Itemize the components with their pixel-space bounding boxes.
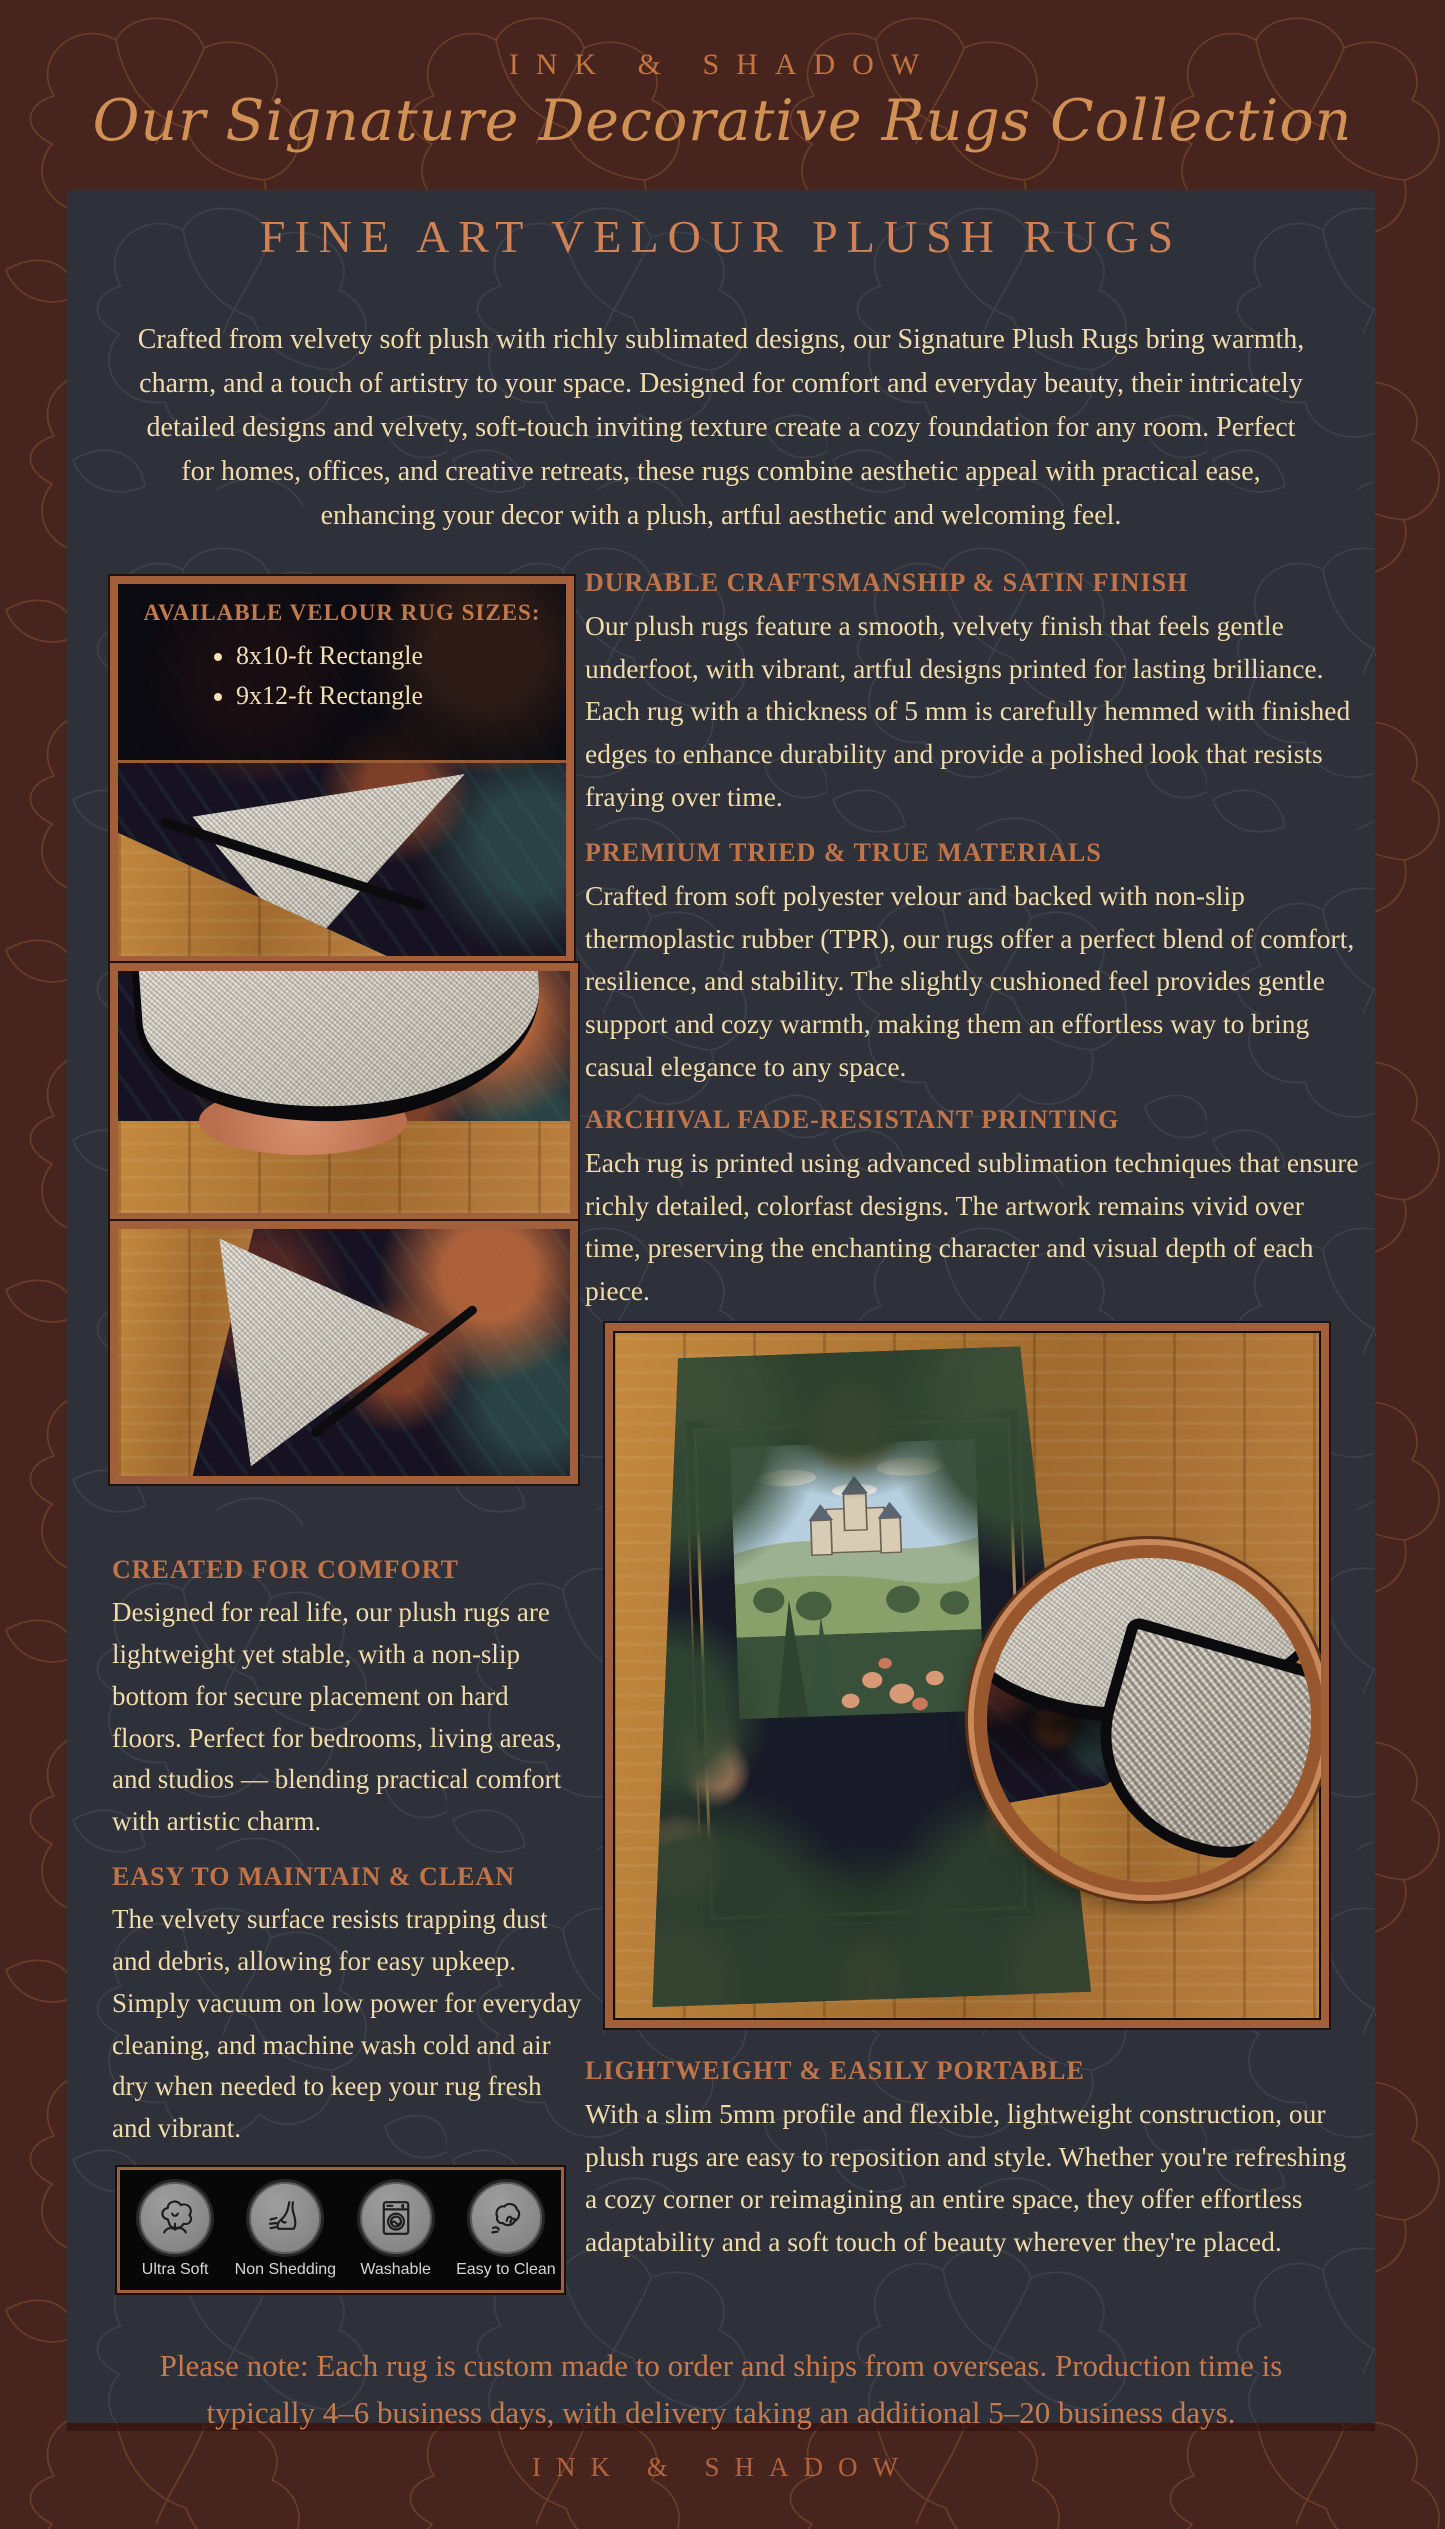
feature-label: Easy to Clean — [456, 2260, 556, 2278]
order-note: Please note: Each rug is custom made to order and ships from overseas. Production time is typically 4–6 business days, with delivery taking an additional 5–20 business days. — [159, 2348, 1283, 2430]
backing-inset-circle — [974, 1545, 1324, 1895]
feature-non-shedding — [230, 2182, 340, 2279]
collection-subtitle: Our Signature Decorative Rugs Collection — [92, 88, 1353, 154]
feature-label: Non Shedding — [234, 2260, 337, 2278]
cotton-icon — [139, 2182, 211, 2254]
sizes-title: AVAILABLE VELOUR RUG SIZES: — [143, 600, 541, 625]
section-body-materials: Crafted from soft polyester velour and backed with non-slip thermoplastic rubber (TPR), our rugs offer a perfect blend of comfort, resilience, and stability. The slightly cushioned feel provides gentle support and cozy warmth, making them an effortless way to bring casual elegance to any space. — [585, 880, 1355, 1082]
feature-ultra-soft — [120, 2182, 230, 2279]
foot-icon — [249, 2182, 321, 2254]
feature-label: Washable — [360, 2260, 431, 2278]
intro-paragraph: Crafted from velvety soft plush with richly sublimated designs, our Signature Plush Rugs bring warmth, charm, and a touch of artistry to your space. Designed for comfort and everyday beauty, their intricately detailed designs and velvety, soft-touch inviting texture create a cozy foundation for any room. Perfect for homes, offices, and creative retreats, these rugs combine aesthetic appeal with practical ease, enhancing your decor with a plush, artful aesthetic and welcoming feel. — [137, 324, 1305, 531]
hand-wipe-icon — [470, 2182, 542, 2254]
size-option: • 9x12-ft Rectangle — [236, 676, 566, 716]
sizes-list — [118, 636, 566, 717]
feature-easy-clean — [451, 2182, 561, 2279]
size-option: • 8x10-ft Rectangle — [236, 636, 566, 676]
brand-wordmark: INK & SHADOW — [508, 48, 937, 81]
content-panel — [67, 190, 1375, 2430]
section-body-comfort: Designed for real life, our plush rugs are lightweight yet stable, with a non-slip bottom for secure placement on hard floors. Perfect for bedrooms, living areas, and studios — blending practical comfort with artistic charm. — [112, 1597, 562, 1837]
section-body-portable: With a slim 5mm profile and flexible, lightweight construction, our plush rugs are easy to reposition and style. Whether you're refreshing a cozy corner or reimagining an entire space, they offer effortless adaptability and a soft touch of beauty wherever they're placed. — [585, 2098, 1347, 2257]
washing-machine-icon — [360, 2182, 432, 2254]
section-body-durable: Our plush rugs feature a smooth, velvety finish that feels gentle underfoot, with vibrant, artful designs printed for lasting brilliance. Each rug with a thickness of 5 mm is carefully hemmed with finished edges to enhance durability and provide a polished look that resists fraying over time. — [585, 610, 1351, 812]
folded-corner-photo — [110, 1221, 578, 1484]
section-heading-materials: PREMIUM TRIED & TRUE MATERIALS — [585, 838, 1102, 867]
section-body-printing: Each rug is printed using advanced sublimation techniques that ensure richly detailed, colorfast designs. The artwork remains vivid over time, preserving the enchanting character and visual depth of each piece. — [585, 1147, 1359, 1306]
sizes-overlay — [118, 584, 566, 763]
feature-washable — [341, 2182, 451, 2279]
rug-room-photo — [605, 1323, 1329, 2028]
feature-badges — [117, 2167, 564, 2293]
footer-wordmark: INK & SHADOW — [532, 2452, 913, 2482]
rug-sizes-photo — [110, 576, 574, 964]
section-body-maintain: The velvety surface resists trapping dust and debris, allowing for easy upkeep. Simply vacuum on low power for everyday cleaning, and machine wash cold and air dry when needed to keep your rug fresh and vibrant. — [112, 1904, 582, 2144]
section-heading-portable: LIGHTWEIGHT & EASILY PORTABLE — [585, 2056, 1085, 2085]
feature-label: Ultra Soft — [141, 2260, 209, 2278]
section-heading-comfort: CREATED FOR COMFORT — [112, 1555, 459, 1584]
section-heading-maintain: EASY TO MAINTAIN & CLEAN — [112, 1862, 515, 1891]
page-title: FINE ART VELOUR PLUSH RUGS — [259, 211, 1183, 262]
hem-closeup-photo — [110, 963, 578, 1221]
section-heading-durable: DURABLE CRAFTSMANSHIP & SATIN FINISH — [585, 568, 1189, 597]
section-heading-printing: ARCHIVAL FADE-RESISTANT PRINTING — [585, 1105, 1120, 1134]
